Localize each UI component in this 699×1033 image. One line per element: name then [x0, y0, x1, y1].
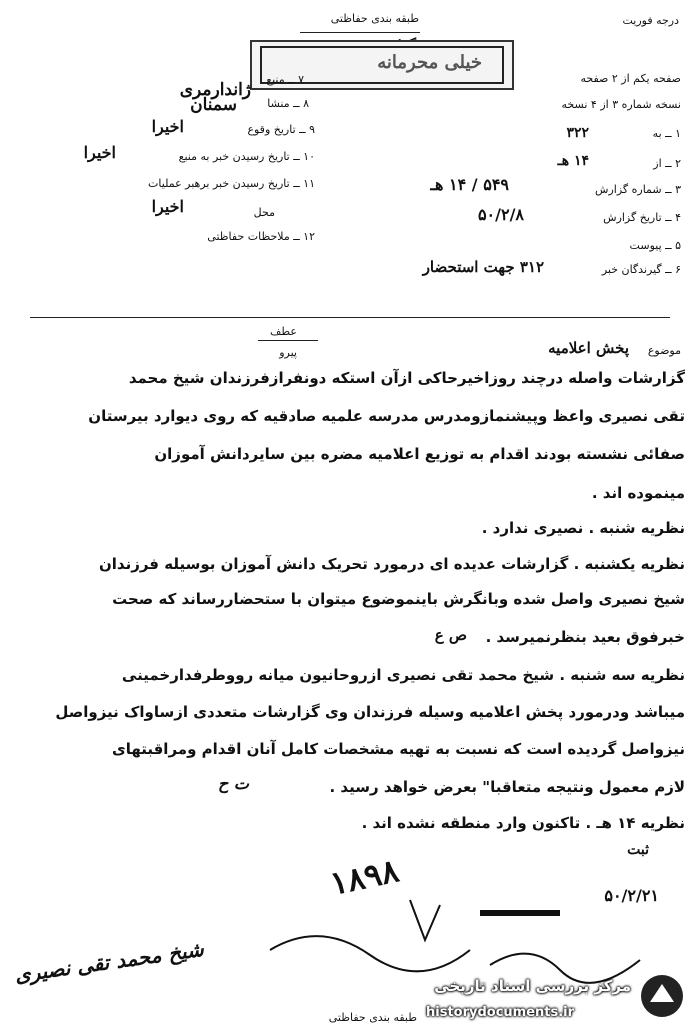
- field-report-number: ۳ ــ شماره گزارش: [595, 183, 681, 196]
- ref-atf: عطف: [270, 325, 297, 338]
- title-underline: [300, 32, 420, 33]
- field-to-value: ۳۲۲: [566, 125, 589, 141]
- body-p3-line3: خبرفوق بعید بنظرنمیرسد .: [485, 628, 685, 646]
- hand-number-1898: ۱۸۹۸: [326, 851, 402, 903]
- hand-check-p3: ص ع: [434, 626, 467, 644]
- stamp-text: خیلی محرمانه: [377, 52, 482, 73]
- field-attachment: ۵ ــ پیوست: [629, 239, 681, 252]
- body-p2: نظریه شنبه . نصیری ندارد .: [481, 519, 685, 537]
- body-p4-line2: میباشد ودرمورد پخش اعلامیه وسیله فرزندان وی گزارشات متعددی ازساواک نیزواصل: [55, 703, 685, 721]
- field-event-date: ۹ ــ تاریخ وقوع: [247, 123, 315, 136]
- body-p1-line4: مینموده اند .: [591, 484, 685, 502]
- field-source: ۷ ــ منبع: [266, 73, 304, 86]
- ref-divider: [258, 340, 318, 341]
- subject-label: موضوع: [647, 344, 681, 357]
- field-recipients-value: ۳۱۲ جهت استحضار: [422, 258, 544, 276]
- signature-stroke-1: [270, 936, 470, 971]
- field-from-value: ۱۴ هـ: [557, 153, 589, 169]
- hand-date-ref: ۵۰/۲/۲۱: [604, 886, 659, 905]
- field-place-label: محل: [253, 206, 275, 219]
- body-p3-line1: نظریه یکشنبه . گزارشات عدیده ای درمورد تحریک دانش آموزان بوسیله فرزندان: [98, 555, 685, 573]
- body-p4-line3: نیزواصل گردیده است که نسبت به تهیه مشخصات کامل آنان اقدام ومراقبتهای: [111, 740, 685, 758]
- classification-bottom: طبقه بندی حفاظتی: [328, 1011, 417, 1024]
- field-to: ۱ ــ به: [652, 127, 681, 140]
- field-origin-value: سمنان: [190, 95, 237, 115]
- field-copy: نسخه شماره ۳ از ۴ نسخه: [561, 98, 681, 111]
- field-origin: ۸ ــ منشا: [267, 97, 309, 110]
- watermark-center-name: مرکز بررسی اسناد تاریخی: [434, 977, 631, 995]
- archive-logo-icon: [638, 972, 686, 1020]
- hand-initials: ثبت: [627, 842, 649, 858]
- field-report-date: ۴ ــ تاریخ گزارش: [603, 211, 681, 224]
- body-p5: نظریه ۱۴ هـ . تاکنون وارد منطقه نشده اند .: [361, 814, 685, 832]
- body-p1-line2: تقی نصیری واعظ وپیشنمازومدرس مدرسه علمیه صادقیه که روی دیوارد بیرستان: [88, 407, 685, 425]
- field-source-receipt-value: اخیرا: [83, 143, 116, 162]
- body-p1-line3: صفائی نشسته بودند اقدام به توزیع اعلامیه مضره بین سایردانش آموزان: [154, 445, 685, 463]
- body-p3-line2: شیخ نصیری واصل شده وبانگرش باینموضوع میتوان با ستحضاررساند که صحت: [112, 590, 685, 608]
- signature-stroke-2: [410, 900, 440, 940]
- field-leader-receipt-value: اخیرا: [151, 197, 184, 216]
- classification-top: طبقه بندی حفاظتی: [330, 12, 419, 25]
- header-separator: [30, 317, 670, 318]
- field-report-date-value: ۵۰/۲/۸: [477, 205, 524, 224]
- field-leader-receipt: ۱۱ ــ تاریخ رسیدن خبر برهبر عملیات: [148, 177, 315, 190]
- body-p4-line4: لازم معمول ونتیجه متعاقبا" بعرض خواهد رسید .: [329, 778, 685, 796]
- hand-margin-name: شیخ محمد تقی نصیری: [12, 936, 205, 988]
- field-event-date-value: اخیرا: [151, 117, 184, 136]
- watermark-url: historydocuments.ir: [426, 1005, 575, 1020]
- field-recipients: ۶ ــ گیرندگان خبر: [601, 263, 681, 276]
- ref-peyro: پیرو: [279, 346, 297, 359]
- field-source-receipt: ۱۰ ــ تاریخ رسیدن خبر به منبع: [178, 150, 315, 163]
- hand-check-p4: ت ح: [218, 774, 249, 793]
- field-security-notes: ۱۲ ــ ملاحظات حفاظتی: [207, 230, 315, 243]
- subject-value: پخش اعلامیه: [548, 339, 629, 357]
- field-page: صفحه یکم از ۲ صفحه: [580, 72, 681, 85]
- field-source-value: ژاندارمری: [179, 80, 251, 100]
- field-from: ۲ ــ از: [653, 157, 681, 170]
- body-p1-line1: گزارشات واصله درچند روزاخیرحاکی ازآن استکه دونفرازفرزندان شیخ محمد: [128, 369, 685, 387]
- signature-mark: [480, 910, 560, 916]
- urgency-label: درجه فوریت: [622, 14, 679, 27]
- field-report-number-value: ۵۴۹ / ۱۴ هـ: [430, 175, 509, 194]
- body-p4-line1: نظریه سه شنبه . شیخ محمد تقی نصیری ازروحانیون میانه رووطرفدارخمینی: [121, 666, 685, 684]
